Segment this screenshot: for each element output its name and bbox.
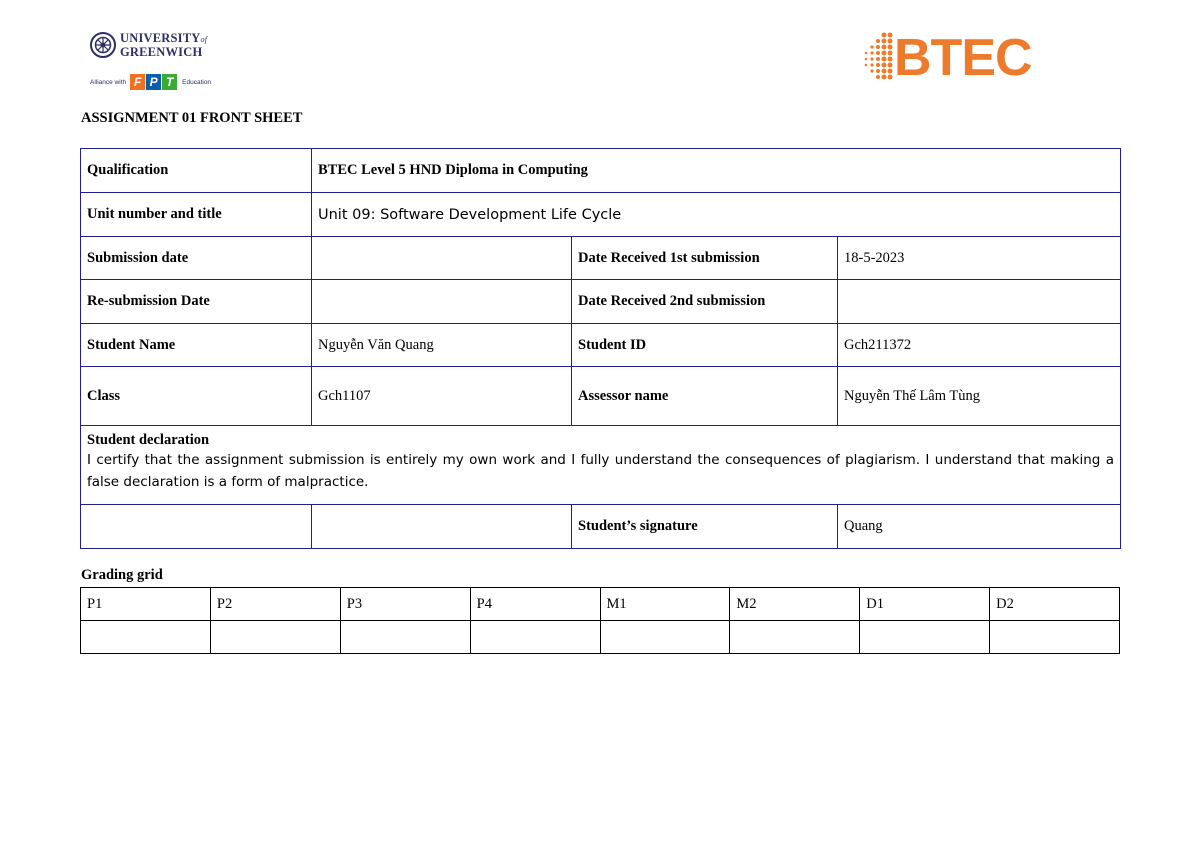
assessor-name-label: Assessor name [572,367,838,426]
front-sheet-table [80,148,1121,549]
grade-header-m2: M2 [730,588,860,621]
alliance-line: Alliance with F P T Education [90,75,212,89]
grade-header-p2: P2 [210,588,340,621]
table-row [81,367,1121,426]
btec-dots-icon [858,30,894,86]
fpt-logo: F P T [130,74,178,90]
grade-cell-p4[interactable] [470,621,600,654]
grade-cell-d2[interactable] [990,621,1120,654]
submission-date-value[interactable] [312,237,572,280]
student-name-value[interactable]: Nguyễn Văn Quang [312,324,572,367]
table-row [81,426,1121,505]
signature-label: Student’s signature [572,505,838,549]
resubmission-date-value[interactable] [312,280,572,324]
unit-value: Unit 09: Software Development Life Cycle [312,193,1121,237]
student-id-value[interactable]: Gch211372 [838,324,1121,367]
btec-wordmark: BTEC [894,29,1032,87]
student-name-label: Student Name [81,324,312,367]
class-value[interactable]: Gch1107 [312,367,572,426]
date-received-1st-label: Date Received 1st submission [572,237,838,280]
grade-header-p1: P1 [81,588,211,621]
grading-grid-title: Grading grid [81,567,163,583]
btec-logo [858,30,1038,86]
grade-header-m1: M1 [600,588,730,621]
grade-cell-p1[interactable] [81,621,211,654]
grading-header-row [81,588,1120,621]
uog-wordmark: UNIVERSITYof GREENWICH [120,31,208,59]
unit-label: Unit number and title [81,193,312,237]
date-received-1st-value[interactable]: 18-5-2023 [838,237,1121,280]
grading-grid-table [80,587,1120,654]
date-received-2nd-label: Date Received 2nd submission [572,280,838,324]
grade-header-p3: P3 [340,588,470,621]
table-row [81,237,1121,280]
page-title: ASSIGNMENT 01 FRONT SHEET [81,110,303,126]
table-row [81,149,1121,193]
qualification-value: BTEC Level 5 HND Diploma in Computing [312,149,1121,193]
table-row [81,324,1121,367]
date-received-2nd-value[interactable] [838,280,1121,324]
university-of-greenwich-logo [90,30,220,90]
university-seal-icon [90,32,116,58]
resubmission-date-label: Re-submission Date [81,280,312,324]
class-label: Class [81,367,312,426]
grade-header-p4: P4 [470,588,600,621]
grade-header-d1: D1 [860,588,990,621]
empty-cell [81,505,312,549]
student-id-label: Student ID [572,324,838,367]
grade-cell-p2[interactable] [210,621,340,654]
table-row [81,193,1121,237]
submission-date-label: Submission date [81,237,312,280]
grade-cell-p3[interactable] [340,621,470,654]
grading-value-row [81,621,1120,654]
grade-cell-m2[interactable] [730,621,860,654]
student-declaration [81,426,1121,505]
declaration-text: I certify that the assignment submission is entirely my own work and I fully understand the consequences of plagiarism. I understand that making a false declaration is a form of malpractice. [87,452,1115,490]
empty-cell [312,505,572,549]
grade-cell-d1[interactable] [860,621,990,654]
table-row [81,505,1121,549]
qualification-label: Qualification [81,149,312,193]
grade-header-d2: D2 [990,588,1120,621]
table-row [81,280,1121,324]
assessor-name-value[interactable]: Nguyễn Thế Lâm Tùng [838,367,1121,426]
declaration-title: Student declaration [87,432,210,448]
signature-value[interactable]: Quang [838,505,1121,549]
grade-cell-m1[interactable] [600,621,730,654]
